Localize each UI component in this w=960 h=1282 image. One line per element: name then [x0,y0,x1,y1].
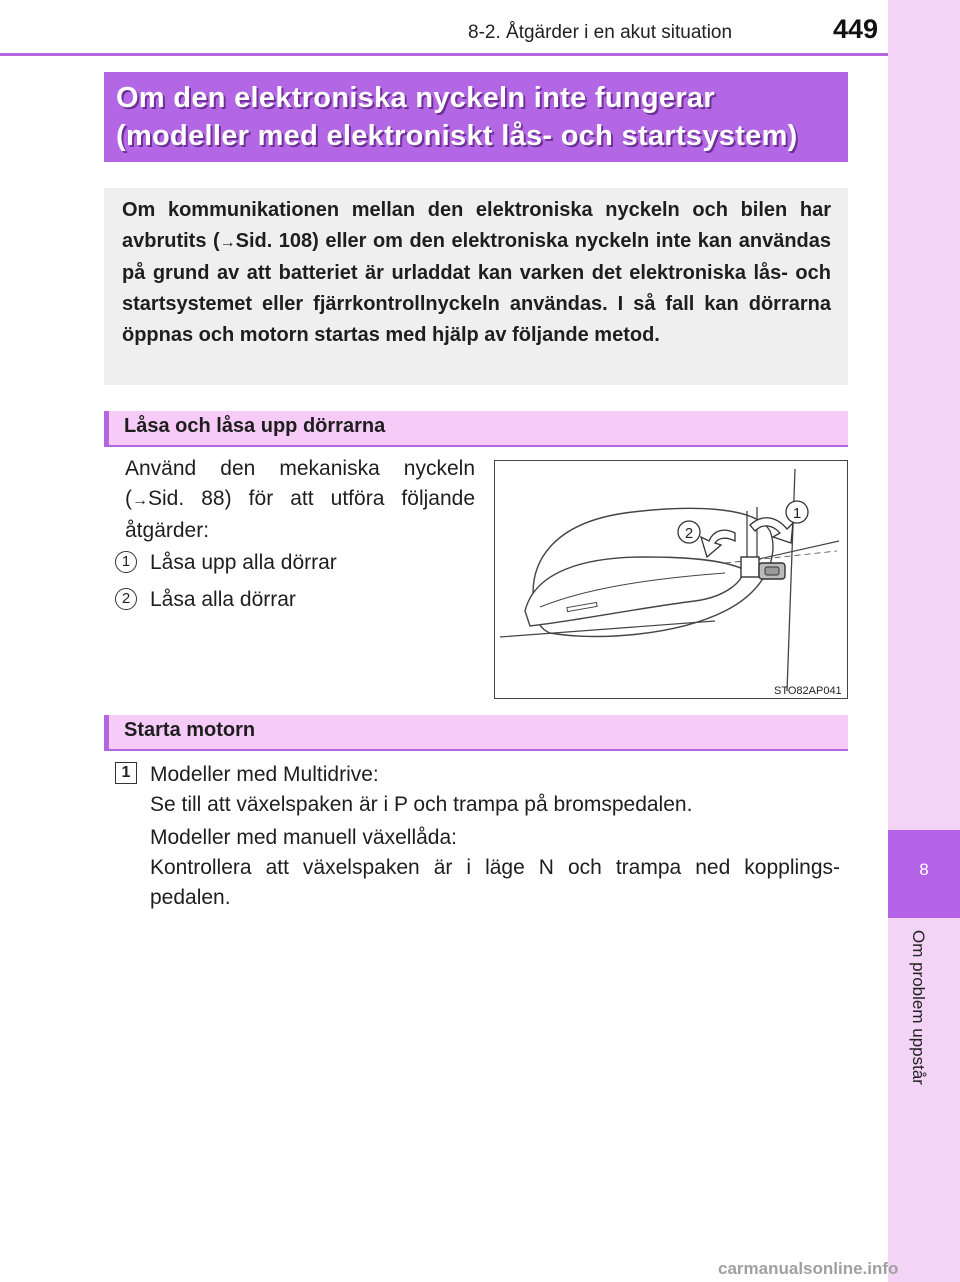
start-paragraph-1 [150,760,840,820]
callout-1-label: 1 [792,505,802,522]
intro-text-part2: Sid. 108) eller om den elektroniska nyckeln inte kan användas på grund av att batteriet är urladdat kan varken det elektroniska lås- och startsystemet eller fjärrkontrollnyckeln användas. I så fall kan dörrarna öppnas och motorn startas med hjälp av följande metod. [122,230,831,346]
start-paragraph-2 [150,823,840,913]
step-number-1: 1 [115,551,137,573]
heading-start-engine: Starta motorn [104,715,848,751]
section-title: 8-2. Åtgärder i en akut situation [468,22,733,43]
chapter-label: Om problem uppstår [909,930,928,1085]
lock-intro-line2: Sid. 88) för att utföra följande [148,487,475,510]
page-number: 449 [833,14,879,44]
start-p2-line2: Kontrollera att växelspaken är i läge N och trampa ned kopplings- [150,856,840,879]
lock-intro [125,454,475,546]
figure-code: STO82AP041 [774,685,842,697]
callout-2-label: 2 [684,525,694,542]
lock-intro-line1: Använd den mekaniska nyckeln [125,457,475,480]
lock-item-lock: Låsa alla dörrar [150,588,296,611]
heading-lock-doors: Låsa och låsa upp dörrarna [104,411,848,447]
watermark: carmanualsonline.info [718,1259,899,1278]
main-title-line2: (modeller med elektroniskt lås- och startsystem) [116,120,798,152]
door-handle-illustration [495,461,846,697]
step-box-1: 1 [115,762,137,784]
arrow-icon: → [219,234,236,251]
chapter-number: 8 [919,860,929,879]
intro-text-part1: Om kommunikationen mellan den elektroniska nyckeln och bilen har avbrutits ( [122,199,831,252]
arrow-icon: → [132,492,148,509]
main-title [104,72,848,162]
start-p1-line2: Se till att växelspaken är i P och trampa på bromspedalen. [150,793,693,816]
lock-intro-line3: åtgärder: [125,519,210,542]
door-handle-figure [494,460,848,699]
intro-box [104,188,848,385]
lock-item-unlock: Låsa upp alla dörrar [150,551,337,574]
side-tab-upper [888,0,960,830]
lock-intro-paren: ( [125,487,132,510]
start-p1-line1: Modeller med Multidrive: [150,763,379,786]
start-p2-line1: Modeller med manuell växellåda: [150,826,457,849]
step-number-2: 2 [115,588,137,610]
main-title-line1: Om den elektroniska nyckeln inte fungerar [116,82,715,114]
start-p2-line3: pedalen. [150,886,231,909]
header-divider [0,53,888,56]
